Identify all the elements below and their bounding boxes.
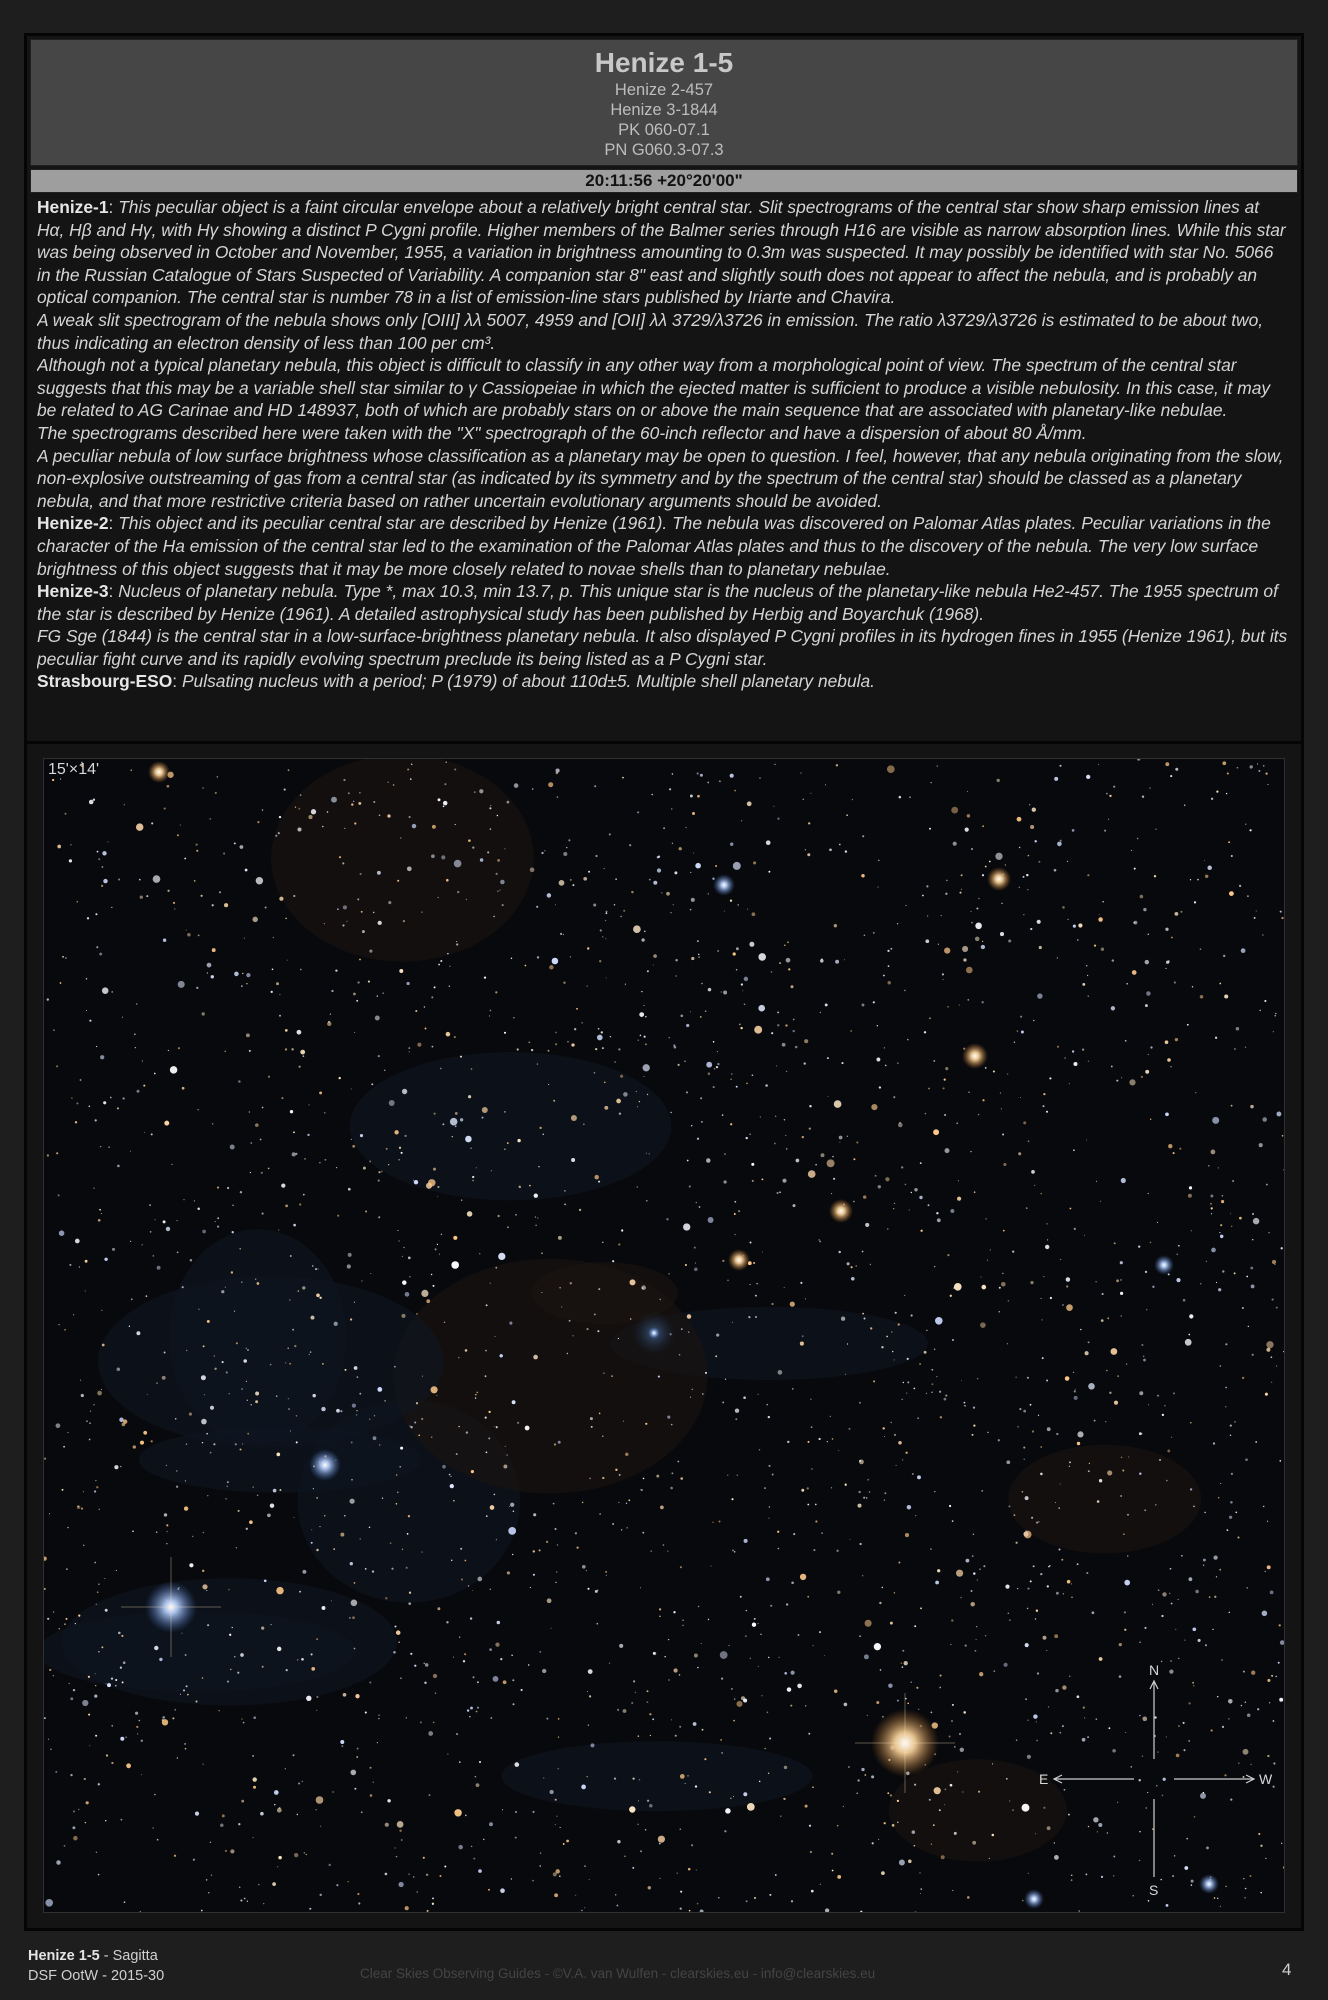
footer-constellation: - Sagitta (99, 1948, 158, 1964)
henize-2-paragraph: Henize-2: This object and its peculiar central star are described by Henize (1961). The nebula was discovered on Palomar Atlas plates. Peculiar variations in the character of the Ha emission of the central star led to the examination of the Palomar Atlas plates and thus to the discovery of the nebula. The very low surface brightness of this object suggests that it may be more closely related to novae shells than to planetary nebulae. (37, 513, 1271, 579)
henize-3-paragraph: Henize-3: Nucleus of planetary nebula. Type *, max 10.3, min 13.7, p. This unique star is the nucleus of the planetary-like nebula He2-457. The 1955 spectrum of the star is described by Henize (1961). A detailed astrophysical study has been published by Herbig and Boyarchuk (1968). (37, 581, 1278, 624)
page-title: Henize 1-5 (594, 47, 734, 78)
spectrograph-paragraph: The spectrograms described here were taken with the "X" spectrograph of the 60-inch reflector and have a dispersion of about 80 Å/mm. (37, 422, 1087, 443)
star-field (44, 759, 1284, 1912)
alias-4: PN G060.3-07.3 (604, 141, 724, 159)
compass-north-label: N (1149, 1662, 1160, 1678)
coordinates-bar: 20:11:56 +20°20'00" (30, 169, 1298, 193)
alias-2: Henize 3-1844 (610, 101, 718, 119)
spectrum-paragraph: A weak slit spectrogram of the nebula shows only [OIII] λλ 5007, 4959 and [OII] λλ 3729/λ3726 in emission. The ratio λ3729/λ3726 is estimated to be about two, thus indicating an electron density of less than 100 per cm³. (37, 309, 1264, 353)
alias-3: PK 060-07.1 (618, 121, 710, 139)
page-frame (24, 33, 1304, 1931)
field-of-view-label: 15'×14' (48, 761, 100, 778)
description (37, 196, 1289, 771)
compass-west-label: W (1259, 1771, 1273, 1787)
henize-2-label: Henize-2 (37, 513, 109, 534)
footer-credit: Clear Skies Observing Guides - ©V.A. van Wulfen - clearskies.eu - info@clearskies.eu (360, 1966, 876, 1981)
footer-info (28, 1946, 164, 1986)
henize-3-text: Nucleus of planetary nebula. Type *, max 10.3, min 13.7, p. This unique star is the nucleus of the planetary-like nebula He2-457. The 1955 spectrum of the star is described by Henize (1961). A detailed astrophysical study has been published by Herbig and Boyarchuk (1968). (37, 581, 1278, 624)
peculiar-nebula-paragraph: A peculiar nebula of low surface brightness whose classification as a planetary may be open to question. I feel, however, that any nebula originating from the slow, non-explosive outstreaming of gas from a central star (as indicated by its symmetry and by the spectrum of the central star) should be classed as a planetary nebula, and that more restrictive criteria based on rather uncertain evolutionary arguments should be avoided. (37, 445, 1284, 511)
henize-1-paragraph: Henize-1: This peculiar object is a faint circular envelope about a relatively bright central star. Slit spectrograms of the central star show sharp emission lines at Hα, Hβ and Hγ, with Hγ showing a distinct P Cygni profile. Higher members of the Balmer series through H16 are visible as narrow absorption lines. While this star was being observed in October and November, 1955, a variation in brightness amounting to 0.3m was suspected. It may possibly be identified with star No. 5066 in the Russian Catalogue of Stars Suspected of Variability. A companion star 8" east and slightly south does not appear to affect the nebula, and is probably an optical companion. The central star is number 78 in a list of emission-line stars published by Iriarte and Chavira. (37, 197, 1286, 308)
star-field-image (43, 758, 1285, 1913)
section-divider (27, 741, 1301, 744)
henize-2-text: This object and its peculiar central star are described by Henize (1961). The nebula was discovered on Palomar Atlas plates. Peculiar variations in the character of the Ha emission of the central star led to the examination of the Palomar Atlas plates and thus to the discovery of the nebula. The very low surface brightness of this object suggests that it may be more closely related to novae shells than to planetary nebulae. (37, 513, 1271, 579)
strasbourg-text: Pulsating nucleus with a period; P (1979) of about 110d±5. Multiple shell planetary nebula. (181, 671, 875, 692)
fg-sge-paragraph: FG Sge (1844) is the central star in a low-surface-brightness planetary nebula. It also displayed P Cygni profiles in its hydrogen fines in 1955 (Henize 1961), but its peculiar fight curve and its rapidly evolving spectrum preclude its being listed as a P Cygni star. (37, 626, 1288, 669)
alias-1: Henize 2-457 (614, 81, 714, 99)
henize-1-text: This peculiar object is a faint circular envelope about a relatively bright central star. Slit spectrograms of the central star show sharp emission lines at Hα, Hβ and Hγ, with Hγ showing a distinct P Cygni profile. Higher members of the Balmer series through H16 are visible as narrow absorption lines. While this star was being observed in October and November, 1955, a variation in brightness amounting to 0.3m was suspected. It may possibly be identified with star No. 5066 in the Russian Catalogue of Stars Suspected of Variability. A companion star 8" east and slightly south does not appear to affect the nebula, and is probably an optical companion. The central star is number 78 in a list of emission-line stars published by Iriarte and Chavira. (37, 197, 1286, 308)
page-number: 4 (1282, 1960, 1292, 1979)
strasbourg-paragraph: Strasbourg-ESO: Pulsating nucleus with a period; P (1979) of about 110d±5. Multiple shell planetary nebula. (37, 671, 875, 692)
object-header (30, 39, 1298, 166)
compass-east-label: E (1039, 1771, 1049, 1787)
henize-1-label: Henize-1 (37, 197, 109, 217)
strasbourg-label: Strasbourg-ESO (37, 671, 173, 692)
henize-3-label: Henize-3 (37, 581, 109, 602)
compass-south-label: S (1149, 1882, 1159, 1898)
footer-object: Henize 1-5 (28, 1948, 100, 1964)
footer-object-line (28, 1946, 164, 1966)
footer-series: DSF OotW - 2015-30 (28, 1968, 165, 1984)
classification-paragraph: Although not a typical planetary nebula, this object is difficult to classify in any other way from a morphological point of view. The spectrum of the central star suggests that this may be a variable shell star similar to γ Cassiopeiae in which the ejected matter is sufficient to produce a visible nebulosity. In this case, it may be related to AG Carinae and HD 148937, both of which are probably stars on or above the main sequence that are associated with planetary-like nebulae. (37, 355, 1271, 421)
